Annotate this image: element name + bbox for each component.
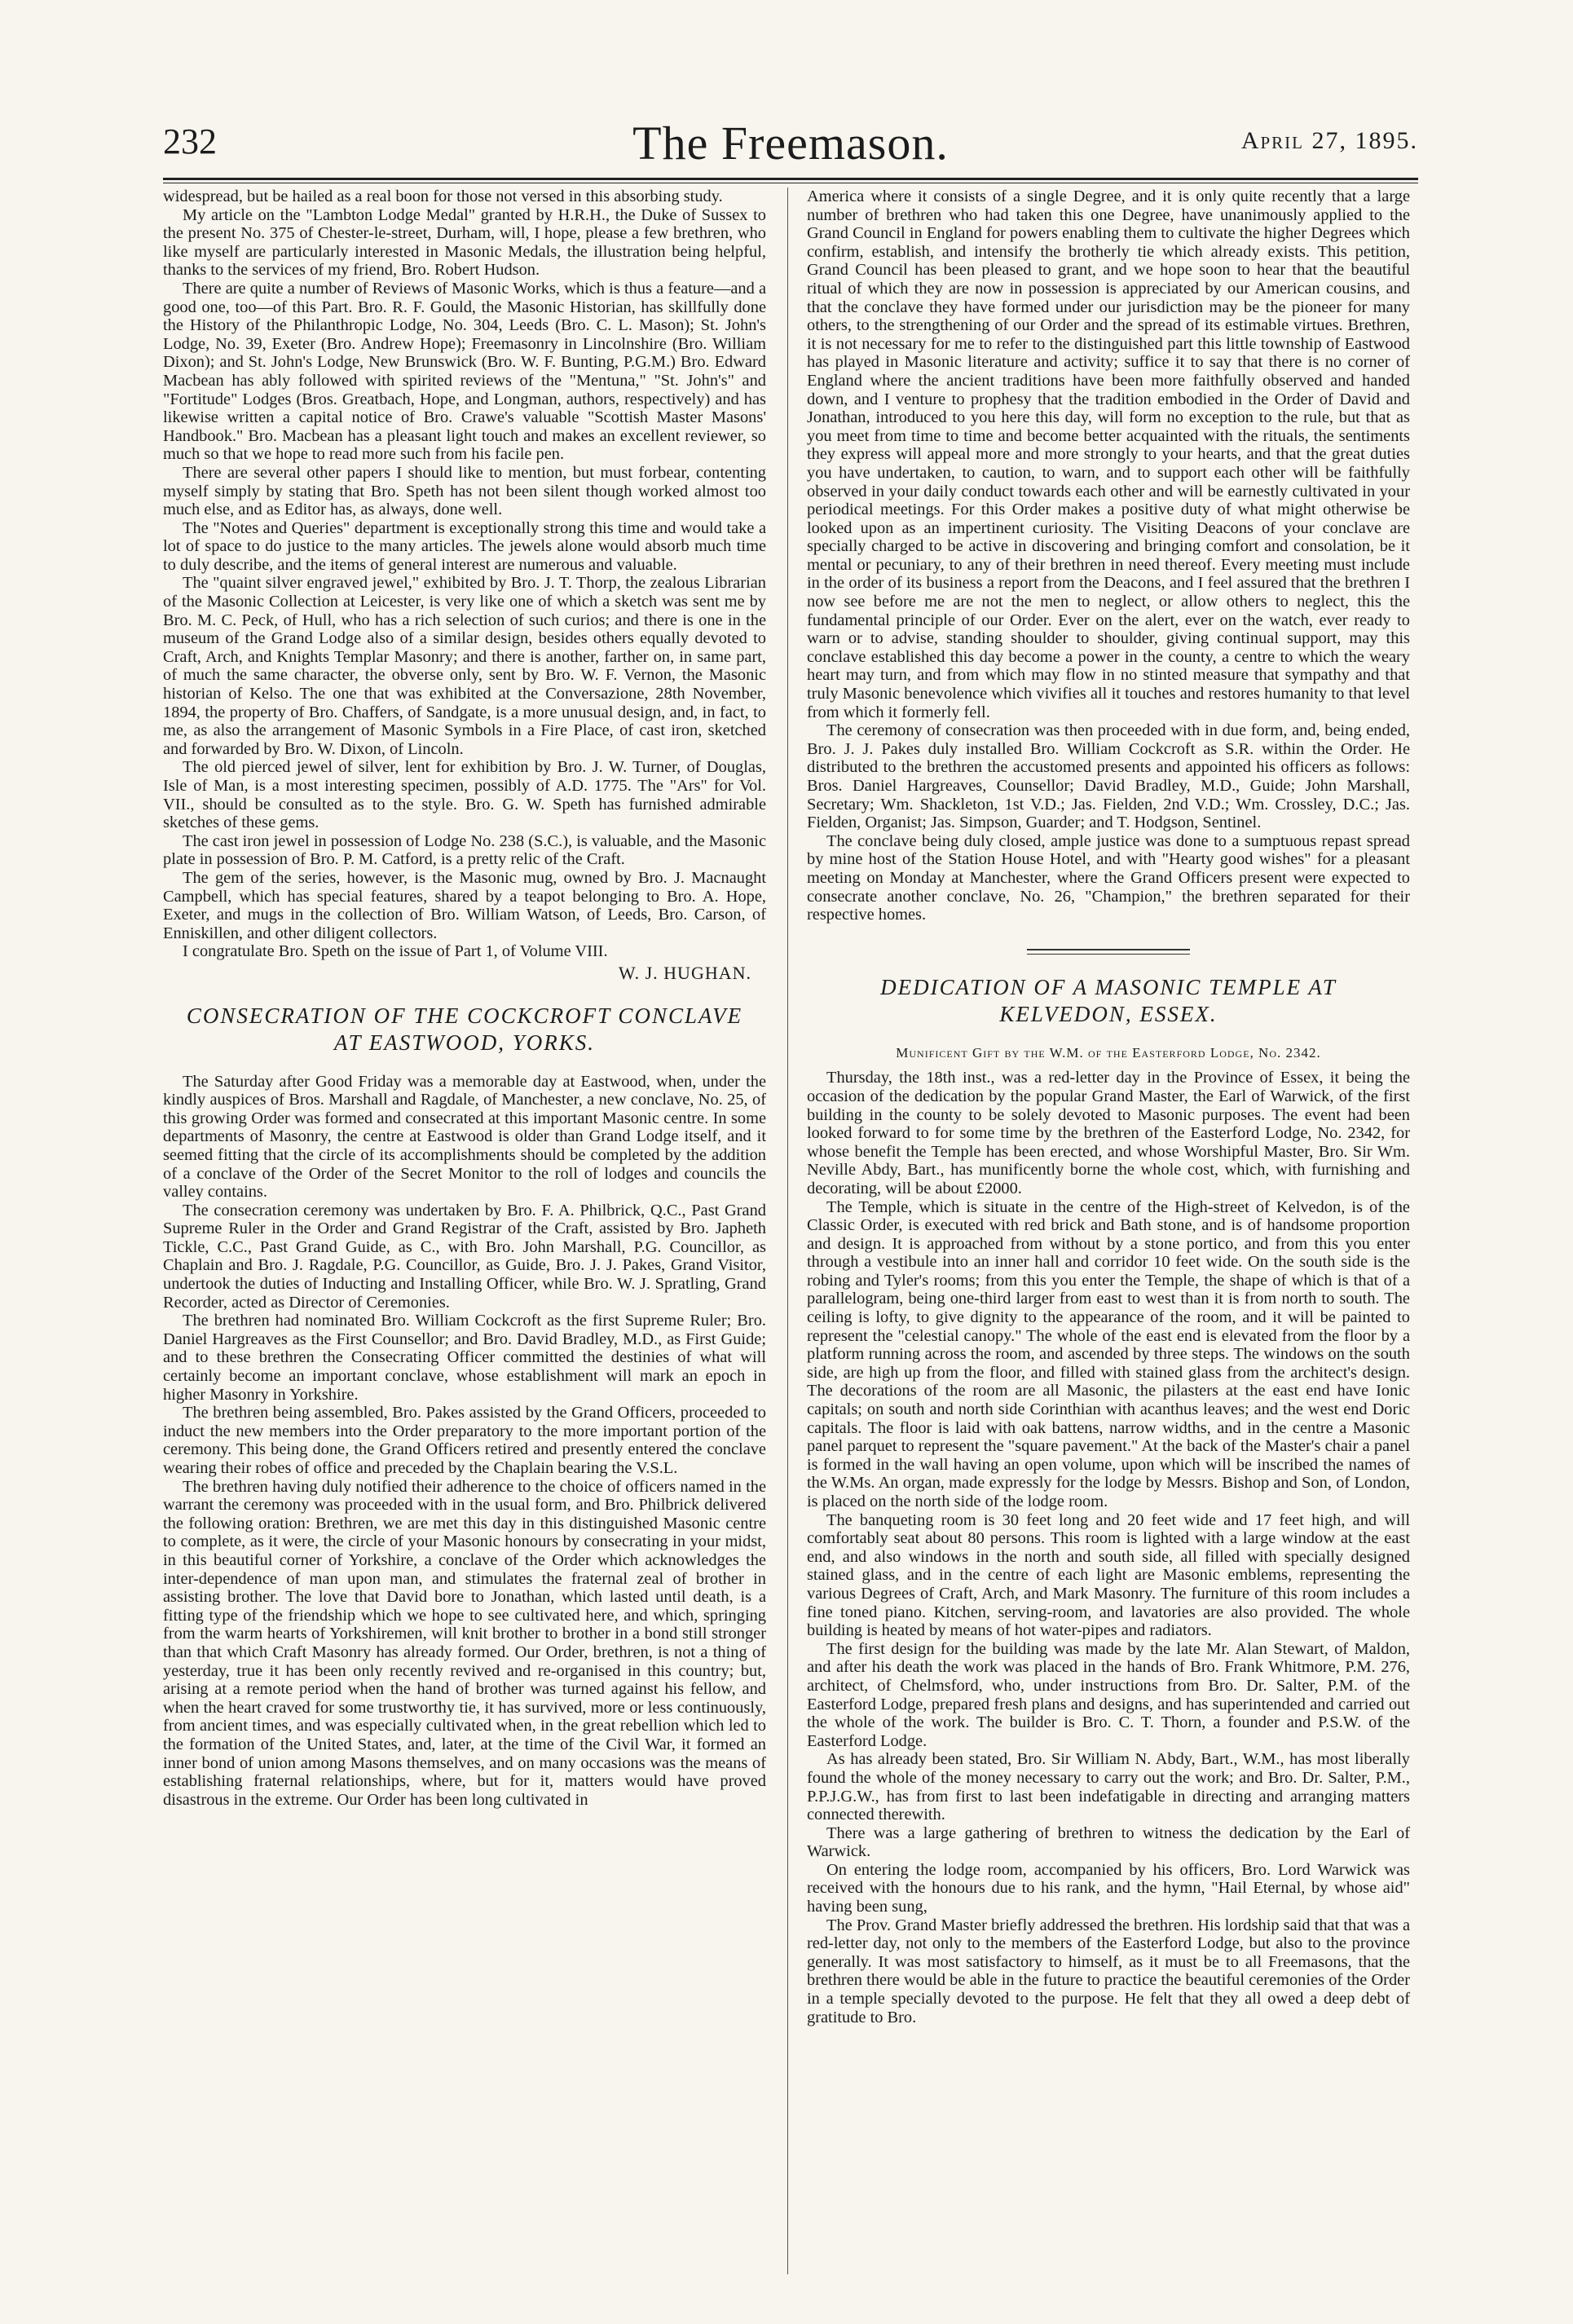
- paragraph: There was a large gathering of brethren to witness the dedication by the Earl of Warwick.: [807, 1823, 1410, 1861]
- paragraph: The brethren had nominated Bro. William Cockcroft as the first Supreme Ruler; Bro. Daniel Hargreaves as the First Counsellor; and Bro. David Bradley, M.D., as First Guide; and to these brethren the Consecrating Officer committed the destinies of what will certainly become an important conclave, whose establishment will mark an epoch in higher Masonry in Yorkshire.: [163, 1312, 766, 1404]
- column-divider: [787, 187, 788, 2274]
- paragraph: The banqueting room is 30 feet long and 20 feet wide and 17 feet high, and will comfortably seat about 80 persons. This room is lighted with a large window at the east end, and also windows in the north and south side, all filled with specially designed stained glass, and in the centre of each light are Masonic emblems, representing the various Degrees of Craft, Arch, and Mark Masonry. The furniture of this room includes a fine toned piano. Kitchen, serving-room, and lavatories are also provided. The whole building is heated by means of hot water-pipes and radiators.: [807, 1510, 1410, 1640]
- section-heading-consecration: CONSECRATION OF THE COCKCROFT CONCLAVE AT EASTWOOD, YORKS.: [186, 1003, 743, 1055]
- paragraph: On entering the lodge room, accompanied by his officers, Bro. Lord Warwick was received with the honours due to his rank, and the hymn, "Hail Eternal, by whose aid" having been sung,: [807, 1860, 1410, 1916]
- paragraph: Thursday, the 18th inst., was a red-letter day in the Province of Essex, it being the occasion of the dedication by the popular Grand Master, the Earl of Warwick, of the first building in the county to be solely devoted to Masonic purposes. The event had been looked forward to for some time by the brethren of the Easterford Lodge, No. 2342, for whose benefit the Temple has been erected, and whose Worshipful Master, Bro. Sir Wm. Neville Abdy, Bart., has munificently borne the whole cost, which, with furnishing and decorating, will be about £2000.: [807, 1069, 1410, 1197]
- paragraph: The "quaint silver engraved jewel," exhibited by Bro. J. T. Thorp, the zealous Librarian of the Masonic Collection at Leicester, is very like one of which a sketch was sent me by Bro. M. C. Peck, of Hull, who has a rich selection of such curios; and there is one in the museum of the Grand Lodge also of a similar design, besides others equally devoted to Craft, Arch, and Knights Templar Masonry; and there is another, farther on, in same part, of much the same character, the obverse only, sent by Bro. W. F. Vernon, the Masonic historian of Kelso. The one that was exhibited at the Conversazione, 28th November, 1894, the property of Bro. Chaffers, of Sandgate, is a more unusual design, and, in fact, to me, as also the arrangement of Masonic Symbols in a Fire Place, of cast iron, sketched and forwarded by Bro. W. Dixon, of Lincoln.: [163, 574, 766, 758]
- paragraph: The consecration ceremony was undertaken by Bro. F. A. Philbrick, Q.C., Past Grand Supreme Ruler in the Order and Grand Registrar of the Craft, assisted by Bro. Japheth Tickle, C.C., Past Grand Guide, as C., with Bro. John Marshall, P.G. Councillor, as Chaplain and Bro. J. Ragdale, P.G. Councillor, as Guide, Bro. J. J. Pakes, Grand Visitor, undertook the duties of Inducting and Installing Officer, while Bro. W. J. Spratling, Grand Recorder, acted as Director of Ceremonies.: [163, 1201, 766, 1312]
- right-column: [807, 187, 1410, 2026]
- header-rule: [163, 178, 1418, 180]
- paragraph: The ceremony of consecration was then proceeded with in due form, and, being ended, Bro. J. J. Pakes duly installed Bro. William Cockcroft as S.R. within the Order. He distributed to the brethren the accustomed presents and appointed his officers as follows: Bros. Daniel Hargreaves, Counsellor; David Bradley, M.D., Guide; John Marshall, Secretary; Wm. Shackleton, 1st V.D.; Jas. Fielden, 2nd V.D.; Wm. Crossley, D.C.; Jas. Fielden, Organist; Jas. Simpson, Guarder; and T. Hodgson, Sentinel.: [807, 721, 1410, 832]
- paragraph: The old pierced jewel of silver, lent for exhibition by Bro. J. W. Turner, of Douglas, Isle of Man, is a most interesting specimen, possibly of A.D. 1775. The "Ars" for Vol. VII., should be consulted as to the style. Bro. G. W. Speth has furnished admirable sketches of these gems.: [163, 758, 766, 832]
- section-subheading: Munificent Gift by the W.M. of the Easterford Lodge, No. 2342.: [896, 1044, 1321, 1061]
- paragraph: There are several other papers I should like to mention, but must forbear, contenting myself simply by stating that Bro. Speth has not been silent though worked almost too much else, and as Editor has, as always, done well.: [163, 463, 766, 519]
- page-number: 232: [163, 121, 217, 161]
- paragraph: The brethren being assembled, Bro. Pakes assisted by the Grand Officers, proceeded to induct the new members into the Order preparatory to the more important portion of the ceremony. This being done, the Grand Officers retired and presently entered the conclave wearing their robes of office and preceded by the Chaplain bearing the V.S.L.: [163, 1404, 766, 1477]
- paragraph: widespread, but be hailed as a real boon for those not versed in this absorbing study.: [163, 187, 723, 205]
- paragraph: The "Notes and Queries" department is exceptionally strong this time and would take a lot of space to do justice to the many articles. The jewels alone would absorb much time to duly describe, and the items of general interest are numerous and valuable.: [163, 518, 766, 574]
- newspaper-title: The Freemason.: [632, 117, 949, 170]
- section-heading-dedication: DEDICATION OF A MASONIC TEMPLE AT KELVEDON, ESSEX.: [880, 974, 1337, 1026]
- paragraph: The gem of the series, however, is the Masonic mug, owned by Bro. J. Macnaught Campbell, which has special features, shared by a teapot belonging to Bro. A. Hope, Exeter, and mugs in the collection of Bro. William Watson, of Leeds, Bro. Carson, of Enniskillen, and other diligent collectors.: [163, 868, 766, 942]
- paragraph: The conclave being duly closed, ample justice was done to a sumptuous repast spread by mine host of the Station House Hotel, and with "Hearty good wishes" for a pleasant meeting on Monday at Manchester, where the Grand Officers present were expected to consecrate another conclave, No. 26, "Champion," the brethren separated for their respective homes.: [807, 831, 1410, 924]
- paragraph: The cast iron jewel in possession of Lodge No. 238 (S.C.), is valuable, and the Masonic plate in possession of Bro. P. M. Catford, is a pretty relic of the Craft.: [163, 831, 766, 869]
- paragraph: I congratulate Bro. Speth on the issue of Part 1, of Volume VIII.: [183, 942, 608, 961]
- paragraph: My article on the "Lambton Lodge Medal" granted by H.R.H., the Duke of Sussex to the present No. 375 of Chester-le-street, Durham, will, I hope, please a few brethren, who like myself are particularly interested in Masonic Medals, the illustration being helpful, thanks to the services of my friend, Bro. Robert Hudson.: [163, 205, 766, 280]
- paragraph: The brethren having duly notified their adherence to the choice of officers named in the warrant the ceremony was proceeded with in the usual form, and Bro. Philbrick delivered the following oration: Brethren, we are met this day in this distinguished Masonic centre to complete, as it were, the circle of your Masonic honours by consecrating in your midst, in this beautiful corner of Yorkshire, a conclave of the Order which acknowledges the inter-dependence of man upon man, and stimulates the fraternal zeal of brother in assisting brother. The love that David bore to Jonathan, which lasted until death, is a fitting type of the friendship which we hope to see cultivated here, and which, springing from the warm hearts of Yorkshiremen, will knit brother to brother in a bond still stronger than that which Craft Masonry has already formed. Our Order, brethren, is not a thing of yesterday, true it has been only recently revived and re-organised in this country; but, arising at a remote period when the hand of brother was turned against his fellow, and when the heart craved for some trustworthy tie, it has survived, more or less continuously, from ancient times, and was especially cultivated when, in the great rebellion which led to the formation of the United States, and, later, at the time of the Civil War, it formed an inner bond of union among Masons themselves, and on many occasions was the means of establishing fraternal relationships, where, but for it, matters would have proved disastrous in the extreme. Our Order has been long cultivated in: [163, 1477, 766, 1809]
- paragraph: The Temple, which is situate in the centre of the High-street of Kelvedon, is of the Classic Order, is executed with red brick and Bath stone, and is of handsome proportion and design. It is approached from without by a stone portico, and from this you enter through a vestibule into an inner hall and corridor 10 feet wide. On the south side is the robing and Tyler's rooms; from this you enter the Temple, the shape of which is that of a parallelogram, being one-third larger from east to west than it is from north to south. The ceiling is lofty, to give dignity to the appearance of the room, and it will be painted to represent the "celestial canopy." The whole of the east end is elevated from the floor by a platform running across the room, and ascended by three steps. The windows on the south side, are high up from the floor, and filled with stained glass from the architect's design. The decorations of the room are all Masonic, the pilasters at the east end have Ionic capitals; on south and north side Corinthian with acanthus leaves; and the west end Doric capitals. The floor is laid with oak battens, narrow widths, and in the centre a Masonic panel parquet to represent the "square pavement." At the back of the Master's chair a panel is formed in the wall having an open volume, upon which will be inscribed the names of the W.Ms. An organ, made expressly for the lodge by Messrs. Bishop and Son, of London, is placed on the north side of the lodge room.: [807, 1197, 1410, 1510]
- paragraph: America where it consists of a single Degree, and it is only quite recently that a large number of brethren who had taken this one Degree, have unanimously applied to the Grand Council in England for powers enabling them to cultivate the higher Degrees which confirm, establish, and intensify the brotherly tie which already exists. This petition, Grand Council has been pleased to grant, and we hope soon to hear that the beautiful ritual of which they are now in possession is appreciated by our American cousins, and that the conclave they have formed under our jurisdiction may be the pioneer for many others, to the strengthening of our Order and the spread of its estimable virtues. Brethren, it is not necessary for me to refer to the distinguished part this little township of Eastwood has played in Masonic literature and activity; suffice it to say that there is no corner of England where the ancient traditions have been more faithfully observed and handed down, and I venture to prophesy that the tradition embodied in the Order of David and Jonathan, introduced to you here this day, will form no exception to the rule, but that as you meet from time to time and become better acquainted with the rituals, the sentiments they express will appeal more and more strongly to your hearts, and that the great duties you have undertaken, to caution, to warn, and to support each other will be faithfully observed in your daily conduct towards each other and will be earnestly cultivated in your periodical meetings. For this Order makes a positive duty of what might otherwise be looked upon as an impertinent curiosity. The Visiting Deacons of your conclave are specially charged to be active in discovering and bringing comfort and consolation, be it mental or pecuniary, to any of their brethren in need thereof. Every meeting must include in the order of its business a report from the Deacons, and I feel assured that the brethren I now see before me are not the men to neglect, or allow others to neglect, this the fundamental principle of our Order. Ever on the alert, ever on the watch, ever ready to warn or to advise, standing shoulder to shoulder, giving continual support, may this conclave established this day become a power in the county, a centre to which the weary heart may turn, and from which may flow in no stinted measure that sympathy and that truly Masonic benevolence which vivifies all it touches and restores humanity to that level from which it formerly fell.: [807, 187, 1410, 721]
- section-rule-thin: [1027, 954, 1190, 955]
- left-column: [163, 187, 766, 1809]
- paragraph: The first design for the building was made by the late Mr. Alan Stewart, of Maldon, and after his death the work was placed in the hands of Bro. Frank Whitmore, P.M. 276, architect, of Chelmsford, who, under instructions from Bro. Dr. Salter, P.M. of the Easterford Lodge, prepared fresh plans and designs, and has superintended and carried out the whole of the work. The builder is Bro. C. T. Thorn, a founder and P.S.W. of the Easterford Lodge.: [807, 1639, 1410, 1750]
- paragraph: The Prov. Grand Master briefly addressed the brethren. His lordship said that that was a red-letter day, not only to the members of the Easterford Lodge, but also to the province generally. It was most satisfactory to himself, as it must be to all Freemasons, that the brethren there would be able in the future to practice the beautiful ceremonies of the Order in a temple specially devoted to the purpose. He felt that they all owed a deep debt of gratitude to Bro.: [807, 1916, 1410, 2026]
- masthead: [163, 116, 1418, 173]
- issue-date: April 27, 1895.: [1240, 127, 1418, 154]
- section-rule: [1027, 949, 1190, 950]
- paragraph: There are quite a number of Reviews of Masonic Works, which is thus a feature—and a good one, too—of this Part. Bro. R. F. Gould, the Masonic Historian, has skillfully done the History of the Philanthropic Lodge, No. 304, Leeds (Bro. C. L. Mason); St. John's Lodge, No. 39, Exeter (Bro. Andrew Hope); Freemasonry in Lincolnshire (Bro. William Dixon); and St. John's Lodge, New Brunswick (Bro. W. F. Bunting, P.G.M.) Bro. Edward Macbean has ably followed with spirited reviews of the "Mentuna," "St. John's" and "Fortitude" Lodges (Bros. Greatbach, Hope, and Longman, authors, respectively) and has likewise written a capital notice of Bro. Crawe's valuable "Scottish Master Masons' Handbook." Bro. Macbean has a pleasant light touch and makes an excellent reviewer, so much so that we hope to read more such from his facile pen.: [163, 279, 766, 464]
- paragraph: As has already been stated, Bro. Sir William N. Abdy, Bart., W.M., has most liberally found the whole of the money necessary to carry out the work; and Bro. Dr. Salter, P.M., P.P.J.G.W., has from first to last been indefatigable in directing and arranging matters connected therewith.: [807, 1750, 1410, 1824]
- paragraph: The Saturday after Good Friday was a memorable day at Eastwood, when, under the kindly auspices of Bros. Marshall and Ragdale, of Manchester, a new conclave, No. 25, of this growing Order was formed and consecrated at this important Masonic centre. In some departments of Masonry, the centre at Eastwood is older than Grand Lodge itself, and it seemed fitting that the circle of its accomplishments should be completed by the addition of a conclave of the Order of the Secret Monitor to the roll of lodges and councils the valley contains.: [163, 1072, 766, 1202]
- author-signature: W. J. HUGHAN.: [618, 962, 751, 983]
